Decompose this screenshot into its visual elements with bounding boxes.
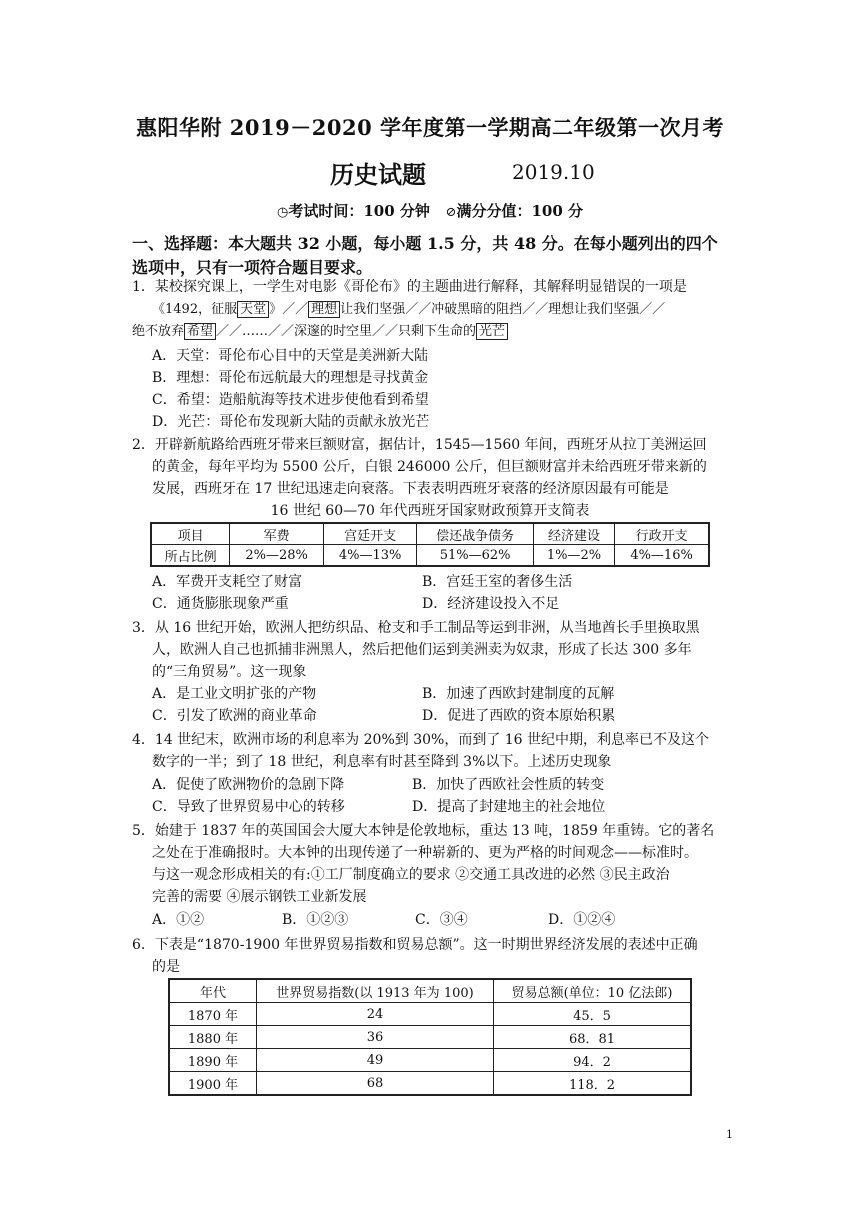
- q6-line2: 的是: [152, 959, 180, 975]
- table-cell: 宫廷开支: [323, 523, 417, 545]
- table-cell: 偿还战争债务: [417, 523, 533, 545]
- table-row: [151, 545, 709, 567]
- q2-text: 开辟新航路给西班牙带来巨额财富，据估计，1545—1560 年间，西班牙从拉丁美洲运回: [154, 437, 707, 453]
- q6-line1: [132, 934, 698, 956]
- q1-lyric-line1: [152, 299, 665, 321]
- lyric-part: 《1492，征服: [152, 302, 238, 317]
- lyric-part: 绝不放弃: [132, 324, 185, 339]
- q5-line4: 完善的需要 ④展示钢铁工业新发展: [152, 889, 367, 905]
- q5-text: 始建于 1837 年的英国国会大厦大本钟是伦敦地标，重达 13 吨，1859 年重铸。它的著名: [154, 823, 715, 839]
- section-heading-line1: 一、选择题：本大题共 32 小题，每小题 1.5 分，共 48 分。在每小题列出的四个: [132, 234, 718, 253]
- q1-option-c: C．希望：造船航海等技术进步使他看到希望: [152, 392, 429, 408]
- q3-number: 3．: [132, 620, 155, 636]
- lyric-part: 让我们坚强／／冲破黑暗的阻挡／／理想让我们坚强／／: [340, 302, 666, 317]
- table-cell: 1880 年: [169, 1026, 257, 1049]
- table-cell: 51%—62%: [417, 545, 533, 567]
- q2-option-b: B．宫廷王室的奢侈生活: [422, 574, 573, 590]
- q5-option-d: D．①②④: [548, 912, 616, 928]
- table-cell: 68．81: [494, 1026, 692, 1049]
- table-cell: 24: [257, 1003, 494, 1026]
- q5-line3: 与这一观念形成相关的有:①工厂制度确立的要求 ②交通工具改进的必然 ③民主政治: [152, 867, 670, 883]
- q4-option-b: B．加快了西欧社会性质的转变: [412, 777, 605, 793]
- table-cell: 1%—2%: [533, 545, 614, 567]
- table-cell: 年代: [169, 979, 257, 1003]
- q4-text: 14 世纪末，欧洲市场的利息率为 20%到 30%，而到了 16 世纪中期，利息率已不及这个: [154, 732, 710, 748]
- q2-option-a: A．军费开支耗空了财富: [152, 574, 303, 590]
- q3-option-c: C．引发了欧洲的商业革命: [152, 708, 317, 724]
- q3-line1: [132, 617, 700, 639]
- q2-line2: 的黄金，每年平均为 5500 公斤，白银 246000 公斤，但巨额财富并未给西班牙带来新的: [152, 459, 707, 475]
- q1-number: 1．: [132, 279, 155, 295]
- q6-table: [168, 978, 692, 1096]
- q3-line2: 人，欧洲人自己也抓捕非洲黑人，然后把他们运到美洲卖为奴隶，形成了长达 300 多年: [152, 642, 692, 658]
- table-row: [169, 1072, 691, 1096]
- q3-option-a: A．是工业文明扩张的产物: [152, 686, 317, 702]
- q1-text: 某校探究课上，一学生对电影《哥伦布》的主题曲进行解释，其解释明显错误的一项是: [154, 279, 687, 295]
- q2-option-c: C．通货膨胀现象严重: [152, 596, 289, 612]
- q1-lyric-line2: [132, 321, 508, 343]
- q6-text: 下表是“1870-1900 年世界贸易指数和贸易总额”。这一时期世界经济发展的表述中正确: [154, 937, 698, 953]
- q4-number: 4．: [132, 732, 155, 748]
- q1-option-b: B．理想：哥伦布远航最大的理想是寻找黄金: [152, 370, 429, 386]
- q3-option-d: D．促进了西欧的资本原始积累: [422, 708, 616, 724]
- table-cell: 经济建设: [533, 523, 614, 545]
- subject-title: 历史试题: [330, 160, 426, 189]
- q4-option-c: C．导致了世界贸易中心的转移: [152, 799, 345, 815]
- table-cell: 2%—28%: [230, 545, 324, 567]
- q2-option-d: D．经济建设投入不足: [422, 596, 560, 612]
- time-label: 考试时间：100 分钟: [288, 202, 430, 220]
- table-cell: 4%—13%: [323, 545, 417, 567]
- table-header-row: [151, 523, 709, 545]
- q1-option-a: A．天堂：哥伦布心目中的天堂是美洲新大陆: [152, 348, 429, 364]
- q4-line2: 数字的一半；到了 18 世纪，利息率有时甚至降到 3%以下。上述历史现象: [152, 754, 612, 770]
- section-heading: [132, 232, 742, 280]
- section-heading-line2: 选项中，只有一项符合题目要求。: [132, 258, 373, 277]
- exam-meta: [0, 200, 860, 221]
- boxed-word: 理想: [308, 301, 340, 318]
- q4-line1: [132, 729, 709, 751]
- table-cell: 行政开支: [615, 523, 709, 545]
- table-header-row: [169, 979, 691, 1003]
- q3-option-b: B．加速了西欧封建制度的瓦解: [422, 686, 615, 702]
- score-label: 满分分值：100 分: [456, 202, 583, 220]
- page-number: 1: [726, 1128, 733, 1141]
- q5-line2: 之处在于准确报时。大本钟的出现传递了一种崭新的、更为严格的时间观念——标准时。: [152, 845, 698, 861]
- q1-stem: [132, 276, 687, 298]
- q5-line1: [132, 820, 714, 842]
- q1-option-d: D．光芒：哥伦布发现新大陆的贡献永放光芒: [152, 414, 430, 430]
- check-circle-icon: ⊘: [445, 205, 457, 220]
- q5-number: 5．: [132, 823, 155, 839]
- table-cell: 贸易总额(单位：10 亿法郎): [494, 979, 692, 1003]
- q6-number: 6．: [132, 937, 155, 953]
- table-cell: 1890 年: [169, 1049, 257, 1072]
- q2-table: [150, 522, 710, 567]
- q2-line1: [132, 434, 707, 456]
- table-cell: 项目: [151, 523, 230, 545]
- q2-table-caption: 16 世纪 60—70 年代西班牙国家财政预算开支简表: [270, 503, 590, 519]
- table-cell: 36: [257, 1026, 494, 1049]
- q3-line3: 的“三角贸易”。这一现象: [152, 664, 307, 680]
- exam-title: 惠阳华附 2019－2020 学年度第一学期高二年级第一次月考: [135, 115, 724, 140]
- table-row: [169, 1003, 691, 1026]
- table-row: [169, 1049, 691, 1072]
- table-cell: 1900 年: [169, 1072, 257, 1096]
- table-cell: 94．2: [494, 1049, 692, 1072]
- q3-text: 从 16 世纪开始，欧洲人把纺织品、枪支和手工制品等运到非洲，从当地酋长手里换取黑: [154, 620, 700, 636]
- table-row: [169, 1026, 691, 1049]
- table-cell: 118．2: [494, 1072, 692, 1096]
- table-cell: 68: [257, 1072, 494, 1096]
- table-cell: 4%—16%: [615, 545, 709, 567]
- clock-icon: ◷: [276, 205, 289, 220]
- q4-option-d: D．提高了封建地主的社会地位: [412, 799, 606, 815]
- table-cell: 所占比例: [151, 545, 230, 567]
- exam-date: 2019.10: [512, 160, 595, 184]
- q5-option-b: B．①②③: [282, 912, 349, 928]
- table-cell: 世界贸易指数(以 1913 年为 100): [257, 979, 494, 1003]
- q5-option-c: C．③④: [415, 912, 468, 928]
- boxed-word: 光芒: [476, 323, 508, 340]
- lyric-part: 》／／: [269, 302, 309, 317]
- q2-number: 2．: [132, 437, 155, 453]
- table-cell: 45．5: [494, 1003, 692, 1026]
- table-cell: 军费: [230, 523, 324, 545]
- boxed-word: 天堂: [237, 301, 269, 318]
- q5-option-a: A．①②: [152, 912, 205, 928]
- lyric-part: ／／……／／深邃的时空里／／只剩下生命的: [216, 324, 477, 339]
- table-cell: 49: [257, 1049, 494, 1072]
- boxed-word: 希望: [184, 323, 216, 340]
- table-cell: 1870 年: [169, 1003, 257, 1026]
- q4-option-a: A．促使了欧洲物价的急剧下降: [152, 777, 345, 793]
- q2-line3: 发展，西班牙在 17 世纪迅速走向衰落。下表表明西班牙衰落的经济原因最有可能是: [152, 481, 669, 497]
